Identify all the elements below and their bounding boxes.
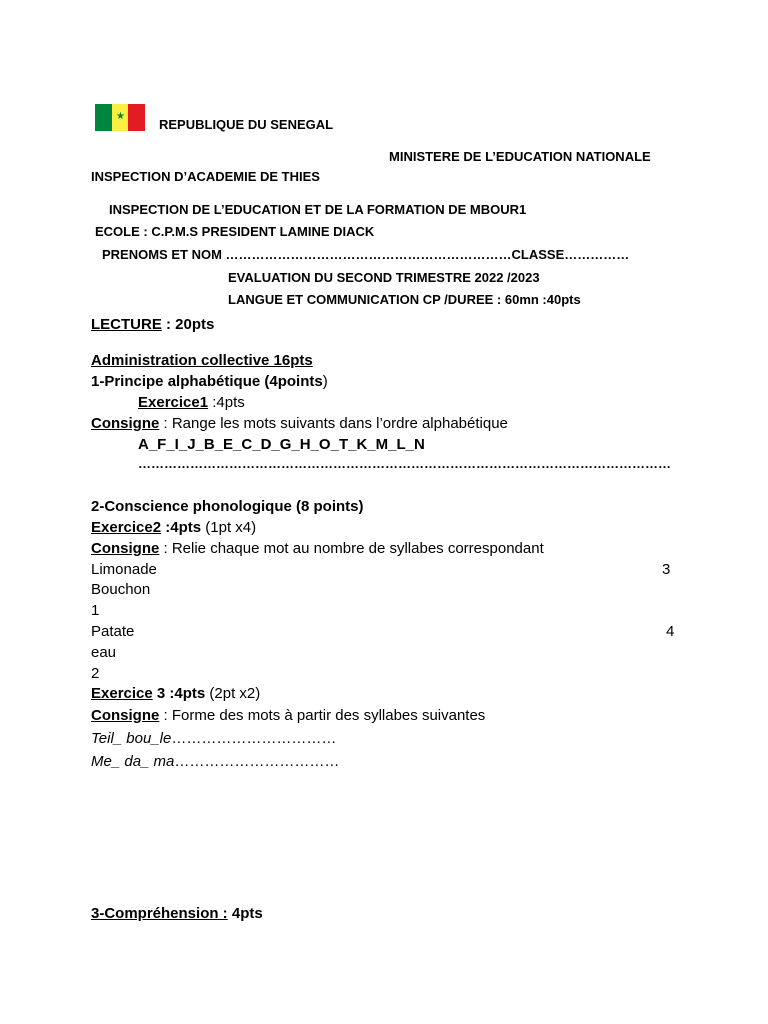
section2-title: 2-Conscience phonologique (8 points) <box>91 498 364 515</box>
republic-title: REPUBLIQUE DU SENEGAL <box>159 117 334 132</box>
consigne3-line <box>91 707 485 724</box>
consigne1-text: : Range les mots suivants dans l’ordre alphabétique <box>159 415 508 432</box>
exercise3-points: 3 :4pts <box>152 685 206 702</box>
syllables-line-1 <box>91 730 336 747</box>
exercise1-label: Exercice1 <box>138 394 209 411</box>
section3-title: 3-Compréhension : <box>91 905 228 922</box>
ministry-title: MINISTERE DE L’EDUCATION NATIONALE <box>389 149 651 164</box>
school-name: ECOLE : C.P.M.S PRESIDENT LAMINE DIACK <box>95 224 375 239</box>
consigne3-text: : Forme des mots à partir des syllabes suivantes <box>159 707 486 724</box>
student-name-class-line: PRENOMS ET NOM …………………………………………………………CLASSE…………… <box>102 247 630 262</box>
exercise2-line <box>91 519 256 536</box>
syllable-number-1: 1 <box>91 602 100 619</box>
iefm-title: INSPECTION DE L’EDUCATION ET DE LA FORMATION DE MBOUR1 <box>109 202 527 217</box>
syllables-1-dots: …………………………… <box>171 730 337 747</box>
flag-red-band <box>128 104 145 131</box>
lecture-points: : 20pts <box>161 316 215 333</box>
evaluation-title: EVALUATION DU SECOND TRIMESTRE 2022 /2023 <box>228 270 540 285</box>
flag-green-band <box>95 104 112 131</box>
exercise2-label: Exercice2 <box>91 519 162 536</box>
lecture-heading <box>91 316 214 333</box>
consigne2-text: : Relie chaque mot au nombre de syllabes correspondant <box>159 540 544 557</box>
syllables-line-2 <box>91 753 339 770</box>
lecture-title: LECTURE <box>91 316 162 333</box>
letters-answer-line: …………………………………………………………………………………………………………… <box>138 456 671 471</box>
exercise2-points: :4pts <box>161 519 202 536</box>
consigne1-label: Consigne <box>91 415 160 432</box>
exercise3-detail: (2pt x2) <box>205 685 261 702</box>
section1-title-close: ) <box>322 373 328 390</box>
star-icon: ★ <box>116 111 125 122</box>
section1-heading <box>91 373 328 390</box>
syllable-number-3: 3 <box>662 561 671 578</box>
consigne3-label: Consigne <box>91 707 160 724</box>
syllables-2-dots: …………………………… <box>174 753 340 770</box>
exercise1-points: :4pts <box>208 394 245 411</box>
syllable-number-2: 2 <box>91 665 100 682</box>
consigne1-line <box>91 415 508 432</box>
section3-points: 4pts <box>227 905 263 922</box>
exercise2-detail: (1pt x4) <box>201 519 257 536</box>
syllables-2: Me_ da_ ma <box>91 753 175 770</box>
syllables-1: Teil_ bou_le <box>91 730 172 747</box>
academy-title: INSPECTION D’ACADEMIE DE THIES <box>91 169 320 184</box>
word-limonade: Limonade <box>91 561 157 578</box>
word-patate: Patate <box>91 623 135 640</box>
exercise1-line <box>138 394 245 411</box>
exercise3-line <box>91 685 260 702</box>
section3-heading <box>91 905 263 922</box>
syllable-number-4: 4 <box>666 623 675 640</box>
senegal-flag-icon <box>95 104 145 131</box>
admin-collective-heading: Administration collective 16pts <box>91 352 313 369</box>
consigne2-label: Consigne <box>91 540 160 557</box>
section1-title: 1-Principe alphabétique (4points <box>91 373 323 390</box>
consigne2-line <box>91 540 544 557</box>
exercise3-label: Exercice <box>91 685 153 702</box>
letters-sequence: A_F_I_J_B_E_C_D_G_H_O_T_K_M_L_N <box>138 436 425 453</box>
subject-duration: LANGUE ET COMMUNICATION CP /DUREE : 60mn :40pts <box>228 292 581 307</box>
word-eau: eau <box>91 644 117 661</box>
word-bouchon: Bouchon <box>91 581 151 598</box>
